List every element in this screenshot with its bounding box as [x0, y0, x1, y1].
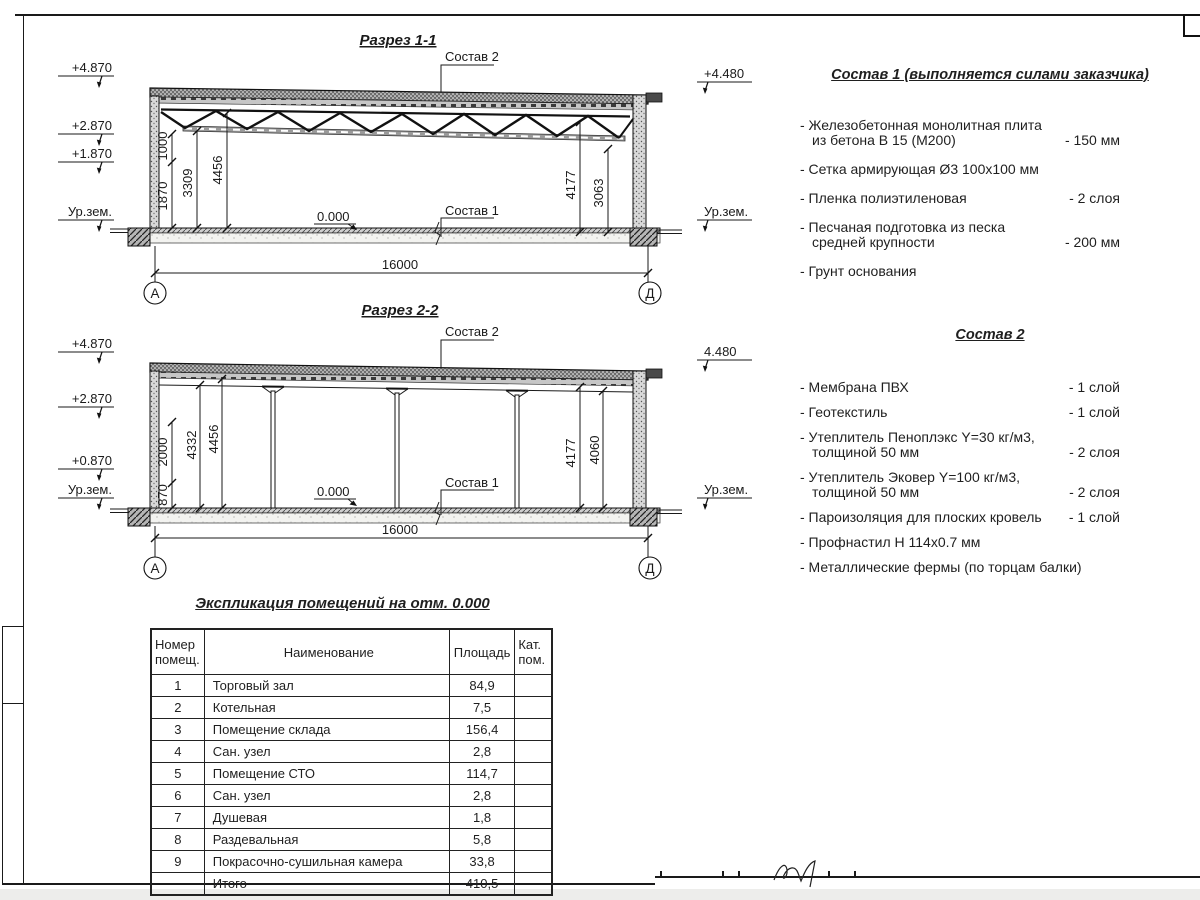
elevation-marks-left-1: [58, 60, 114, 232]
sostav1-panel: [800, 60, 1180, 293]
sostav2-leader-label-2: Состав 2: [445, 324, 499, 339]
material-item: - Пленка полиэтиленовая - 2 слоя: [800, 190, 1120, 206]
material-value: - 1 слой: [1068, 404, 1120, 420]
material-item: - Песчаная подготовка из песка средней крупности - 200 мм: [800, 219, 1120, 250]
roof-truss: [161, 110, 633, 142]
axis-label-d-2: Д: [645, 561, 655, 576]
dim2-4060: 4060: [587, 435, 602, 465]
svg-text:0.000: 0.000: [317, 209, 350, 224]
bottom-tick-3: [738, 871, 740, 877]
sostav2-leader-2: [441, 324, 499, 371]
vertical-dims-2: [155, 375, 607, 512]
elev2-ground-right: Ур.зем.: [704, 482, 749, 497]
dim2-4332: 4332: [184, 430, 199, 460]
section-2-2-title: Разрез 2-2: [361, 302, 439, 319]
zero-mark-2: [314, 484, 357, 506]
elev2-0870: +0.870: [71, 453, 112, 468]
dim-16000: 16000: [381, 257, 419, 272]
elev2-4870: +4.870: [71, 336, 112, 351]
axis-label-a: А: [150, 286, 160, 301]
floor-slab-1: [110, 222, 682, 246]
bottom-tick-1: [660, 871, 662, 877]
material-value: - 1 слой: [1068, 379, 1120, 395]
svg-text:0.000: 0.000: [317, 484, 350, 499]
material-value: - 150 мм: [1064, 132, 1120, 148]
elevation-marks-right-1: [697, 66, 752, 232]
material-value: - 1 слой: [1068, 509, 1120, 525]
explication-title: Экспликация помещений на отм. 0.000: [195, 595, 490, 612]
dim-4177: 4177: [563, 170, 578, 200]
material-value: - 2 слоя: [1069, 190, 1120, 206]
material-value: - 2 слоя: [1069, 444, 1120, 460]
material-item: - Утеплитель Эковер Y=100 кг/м3, толщиной 50 мм - 2 слоя: [800, 469, 1120, 500]
sostav2-panel: [800, 320, 1180, 585]
dim2-4177: 4177: [563, 438, 578, 468]
elev-ground-left: Ур.зем.: [67, 204, 112, 219]
material-item: - Профнастил Н 114х0.7 мм: [800, 534, 981, 550]
sections-drawing: [40, 25, 760, 590]
elevation-marks-right-2: [697, 344, 752, 510]
explication-table: [150, 628, 553, 896]
section-1-1: [58, 32, 752, 304]
axis-label-d: Д: [645, 286, 655, 301]
material-item: - Мембрана ПВХ - 1 слой: [800, 379, 1120, 395]
frame-corner-box: [1183, 14, 1200, 37]
material-value: - 2 слоя: [1069, 484, 1120, 500]
material-item: - Железобетонная монолитная плита из бетона В 15 (М200) - 150 мм: [800, 117, 1120, 148]
elev2-4480: 4.480: [704, 344, 737, 359]
frame-top-line: [15, 14, 1200, 16]
dim2-870: 870: [155, 484, 170, 506]
sostav2-leader-1: [441, 49, 499, 97]
dim2-4456: 4456: [206, 424, 221, 454]
material-item: - Грунт основания: [800, 263, 917, 279]
fold-mark-1: [2, 626, 24, 627]
dim-3309: 3309: [180, 168, 195, 198]
dim-1000: 1000: [155, 131, 170, 161]
header-area: Площадь: [449, 629, 515, 675]
table-row: 5 Помещение СТО 114,7: [151, 763, 552, 785]
elevation-marks-left-2: [58, 336, 114, 510]
header-room-number: Номер помещ.: [151, 629, 204, 675]
span-dim-1: [144, 246, 661, 304]
table-row: 9 Покрасочно-сушильная камера 33,8: [151, 851, 552, 873]
elev-2870: +2.870: [71, 118, 112, 133]
building-section-1: [110, 88, 682, 246]
signature-mark: [770, 856, 832, 892]
material-item: - Сетка армирующая Ø3 100х100 мм: [800, 161, 1039, 177]
sostav1-leader-label: Состав 1: [445, 203, 499, 218]
sostav1-title: Состав 1 (выполняется силами заказчика): [831, 67, 1149, 83]
table-row: 1 Торговый зал 84,9: [151, 675, 552, 697]
zero-mark-1: [314, 209, 357, 230]
table-row: 4 Сан. узел 2,8: [151, 741, 552, 763]
material-item: - Геотекстиль - 1 слой: [800, 404, 1120, 420]
section-2-2: [58, 302, 752, 579]
bottom-tick-2: [722, 871, 724, 877]
bottom-tick-5: [854, 871, 856, 877]
frame-left-outer-line: [2, 626, 3, 884]
elev-4480: +4.480: [704, 66, 745, 81]
parapet-plate: [646, 93, 662, 102]
table-row: 6 Сан. узел 2,8: [151, 785, 552, 807]
sostav2-title: Состав 2: [955, 327, 1025, 343]
dim-3063: 3063: [591, 178, 606, 208]
axis-label-a-2: А: [150, 561, 160, 576]
table-row: 8 Раздевальная 5,8: [151, 829, 552, 851]
elev2-2870: +2.870: [71, 391, 112, 406]
elev-ground-right: Ур.зем.: [704, 204, 749, 219]
table-row: 3 Помещение склада 156,4: [151, 719, 552, 741]
elev-4870: +4.870: [71, 60, 112, 75]
material-item: - Металлические фермы (по торцам балки): [800, 559, 1082, 575]
fold-mark-2: [2, 703, 24, 704]
elev-1870: +1.870: [71, 146, 112, 161]
frame-bottom-right-line: [655, 876, 1200, 878]
section-1-1-title: Разрез 1-1: [359, 32, 437, 49]
material-item: - Пароизоляция для плоских кровель - 1 слой: [800, 509, 1120, 525]
frame-left-line: [23, 15, 24, 884]
dim-4456: 4456: [210, 155, 225, 185]
header-category: Кат. пом.: [515, 629, 553, 675]
material-item: - Утеплитель Пеноплэкс Y=30 кг/м3, толщиной 50 мм - 2 слоя: [800, 429, 1120, 460]
table-row: 2 Котельная 7,5: [151, 697, 552, 719]
material-value: - 200 мм: [1064, 234, 1120, 250]
header-name: Наименование: [204, 629, 449, 675]
dim-1870: 1870: [155, 181, 170, 211]
dim2-16000: 16000: [381, 522, 419, 537]
span-dim-2: [144, 522, 661, 579]
dim2-2000: 2000: [155, 437, 170, 467]
table-row: 7 Душевая 1,8: [151, 807, 552, 829]
elev2-ground-left: Ур.зем.: [67, 482, 112, 497]
table-row-total: Итого 410,5: [151, 873, 552, 896]
table-header-row: [151, 629, 552, 675]
sostav1-leader-label-2: Состав 1: [445, 475, 499, 490]
sostav2-leader-label: Состав 2: [445, 49, 499, 64]
